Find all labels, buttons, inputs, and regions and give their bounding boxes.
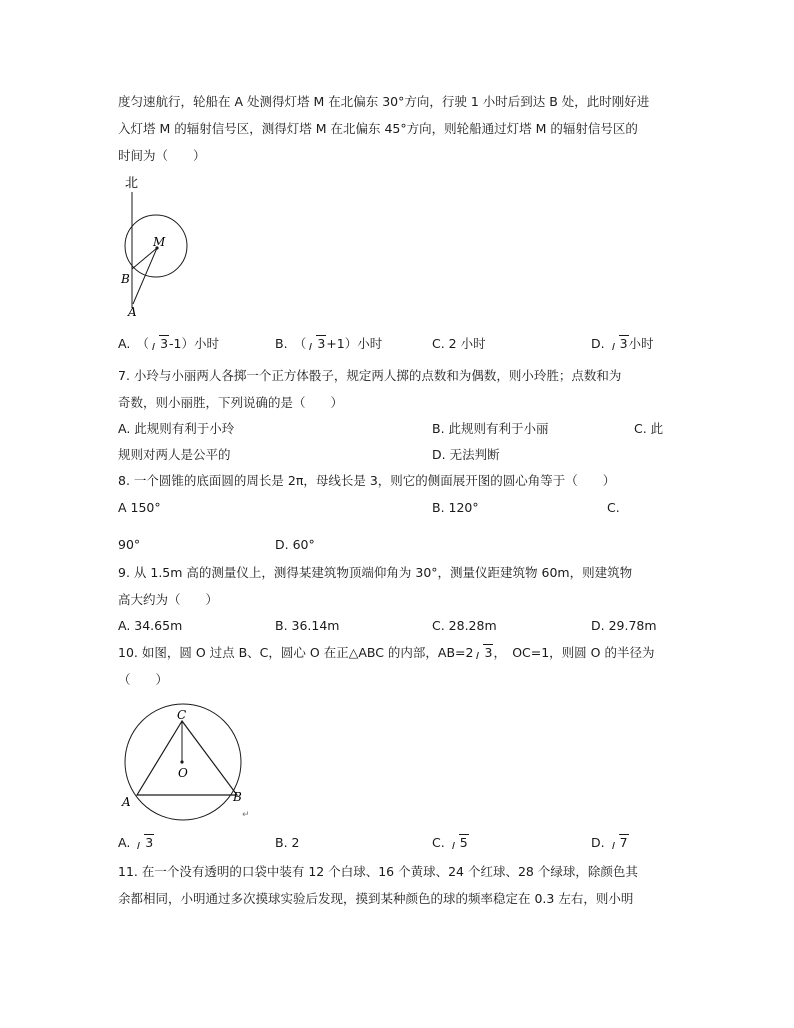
q8-option-b: B. 120° xyxy=(432,500,479,515)
q8-option-d: D. 60° xyxy=(275,537,315,552)
q6-line-2: 入灯塔 M 的辐射信号区，测得灯塔 M 在北偏东 45°方向，则轮船通过灯塔 M 的辐射信号区的 xyxy=(118,121,638,136)
q9-option-a: A. 34.65m xyxy=(118,618,183,633)
q10-option-d: D. 7 xyxy=(591,835,628,850)
q10-point-O xyxy=(180,760,183,763)
q7-option-a: A. 此规则有利于小玲 xyxy=(118,421,235,436)
q7-option-d: D. 无法判断 xyxy=(432,447,500,462)
q7-line-1: 7. 小玲与小丽两人各掷一个正方体骰子，规定两人掷的点数和为偶数，则小玲胜；点数和为 xyxy=(118,368,622,383)
q9-option-c: C. 28.28m xyxy=(432,618,497,633)
q11-line-2: 余都相同，小明通过多次摸球实验后发现，摸到某种颜色的球的频率稳定在 0.3 左右，则小明 xyxy=(118,891,634,906)
q10-option-a: A. 3 xyxy=(118,835,154,850)
q9-line-1: 9. 从 1.5m 高的测量仪上，测得某建筑物顶端仰角为 30°，测量仪距建筑物 60m，则建筑物 xyxy=(118,565,633,580)
q10-triangle-ABC xyxy=(137,721,237,795)
q6-north-label: 北 xyxy=(125,176,139,191)
q8-option-a: A 150° xyxy=(118,500,161,515)
q6-segment-BM xyxy=(132,248,157,269)
q7-option-c-part2: 规则对两人是公平的 xyxy=(118,447,231,462)
q6-option-a: A. （ 3-1）小时 xyxy=(118,336,219,351)
q7-option-c-part1: C. 此 xyxy=(634,421,664,436)
q10-line-1: 10. 如图，圆 O 过点 B、C，圆心 O 在正△ABC 的内部，AB=2 3， OC=1，则圆 O 的半径为 xyxy=(118,645,655,660)
q10-return-mark: ↵ xyxy=(242,810,250,820)
q10-sqrt-c: 5 xyxy=(450,835,469,851)
q10-label-B: B xyxy=(233,790,242,804)
q7-option-b: B. 此规则有利于小丽 xyxy=(432,421,549,436)
q6-label-M: M xyxy=(153,235,166,249)
q6-option-b: B. （ 3+1）小时 xyxy=(275,336,383,351)
q10-line-2: （ ） xyxy=(118,672,169,687)
q6-line-1: 度匀速航行，轮船在 A 处测得灯塔 M 在北偏东 30°方向，行驶 1 小时后到达 B 处，此时刚好进 xyxy=(118,94,650,109)
q6-label-A: A xyxy=(128,305,137,319)
q6-sqrt-a: 3 xyxy=(150,336,169,352)
q7-line-2: 奇数，则小丽胜，下列说确的是（ ） xyxy=(118,395,344,410)
q10-circle-triangle-figure xyxy=(112,700,262,830)
q11-line-1: 11. 在一个没有透明的口袋中装有 12 个白球、16 个黄球、24 个红球、28 个绿球，除颜色其 xyxy=(118,864,638,879)
q6-sqrt-b: 3 xyxy=(307,336,326,352)
q10-sqrt-a: 3 xyxy=(135,835,154,851)
q6-sqrt-d: 3 xyxy=(610,336,629,352)
q9-option-b: B. 36.14m xyxy=(275,618,340,633)
q8-option-c-value: 90° xyxy=(118,537,141,552)
q10-label-O: O xyxy=(178,766,188,780)
q8-line-1: 8. 一个圆锥的底面圆的周长是 2π，母线长是 3，则它的侧面展开图的圆心角等于（ ） xyxy=(118,473,616,488)
q6-segment-AM xyxy=(133,248,157,304)
q6-lighthouse-figure xyxy=(112,170,202,320)
q10-label-A: A xyxy=(122,795,131,809)
q9-option-d: D. 29.78m xyxy=(591,618,657,633)
q6-option-d: D. 3小时 xyxy=(591,336,654,351)
q8-option-c: C. xyxy=(607,500,620,515)
q10-sqrt-3: 3 xyxy=(474,645,493,661)
q9-line-2: 高大约为（ ） xyxy=(118,592,219,607)
q6-line-3: 时间为（ ） xyxy=(118,148,206,163)
q10-sqrt-d: 7 xyxy=(610,835,629,851)
q10-label-C: C xyxy=(177,708,187,722)
q10-option-c: C. 5 xyxy=(432,835,468,850)
q10-option-b: B. 2 xyxy=(275,835,300,850)
q6-option-c: C. 2 小时 xyxy=(432,336,486,351)
q6-label-B: B xyxy=(121,272,130,286)
